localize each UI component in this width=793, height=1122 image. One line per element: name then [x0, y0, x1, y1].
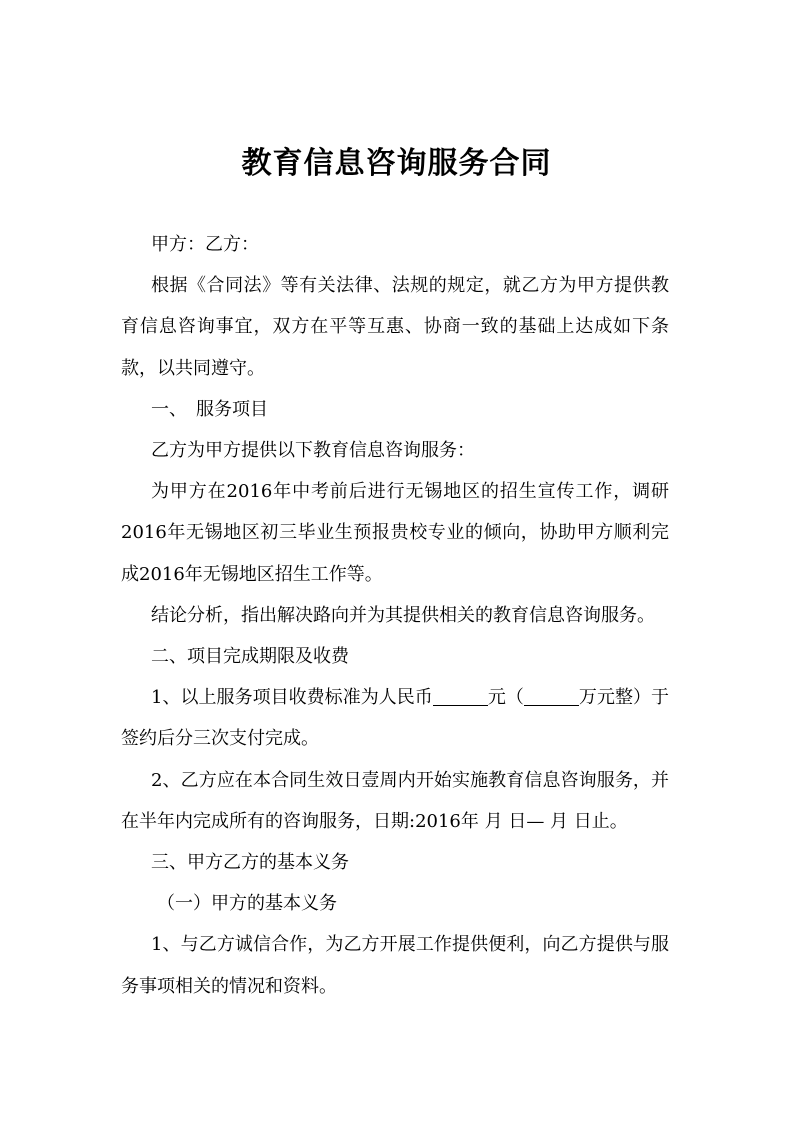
document-body [121, 224, 669, 1007]
section-3-item-1: 1、与乙方诚信合作，为乙方开展工作提供便利，向乙方提供与服务事项相关的情况和资料。 [121, 934, 669, 997]
section-2-heading: 二、项目完成期限及收费 [151, 646, 349, 668]
fee-text-c: 万元整）于签约后分三次支付完成。 [121, 687, 670, 750]
section-2-item-1 [121, 677, 669, 759]
fee-text-b: 元（ [487, 687, 524, 709]
section-1-paragraph-3: 结论分析，指出解决路向并为其提供相关的教育信息咨询服务。 [151, 604, 655, 626]
fee-amount-blank [433, 687, 488, 706]
section-1-paragraph-2: 为甲方在2016年中考前后进行无锡地区的招生宣传工作，调研2016年无锡地区初三毕业生预报贵校专业的倾向，协助甲方顺利完成2016年无锡地区招生工作等。 [121, 481, 669, 585]
fee-wan-blank [524, 687, 579, 706]
section-3-heading: 三、甲方乙方的基本义务 [151, 852, 349, 874]
intro-paragraph: 根据《合同法》等有关法律、法规的规定，就乙方为甲方提供教育信息咨询事宜，双方在平等互惠、协商一致的基础上达成如下条款，以共同遵守。 [121, 275, 669, 379]
section-1-heading: 一、 服务项目 [151, 398, 268, 420]
document-title: 教育信息咨询服务合同 [241, 146, 552, 181]
section-3-subheading-1: （一）甲方的基本义务 [157, 893, 337, 915]
parties-line: 甲方：乙方： [151, 234, 259, 255]
section-2-item-2: 2、乙方应在本合同生效日壹周内开始实施教育信息咨询服务，并在半年内完成所有的咨询服务，日期:2016年 月 日— 月 日止。 [121, 769, 669, 832]
fee-text-a: 1、以上服务项目收费标准为人民币 [151, 687, 433, 709]
section-1-paragraph-1: 乙方为甲方提供以下教育信息咨询服务： [151, 440, 475, 462]
